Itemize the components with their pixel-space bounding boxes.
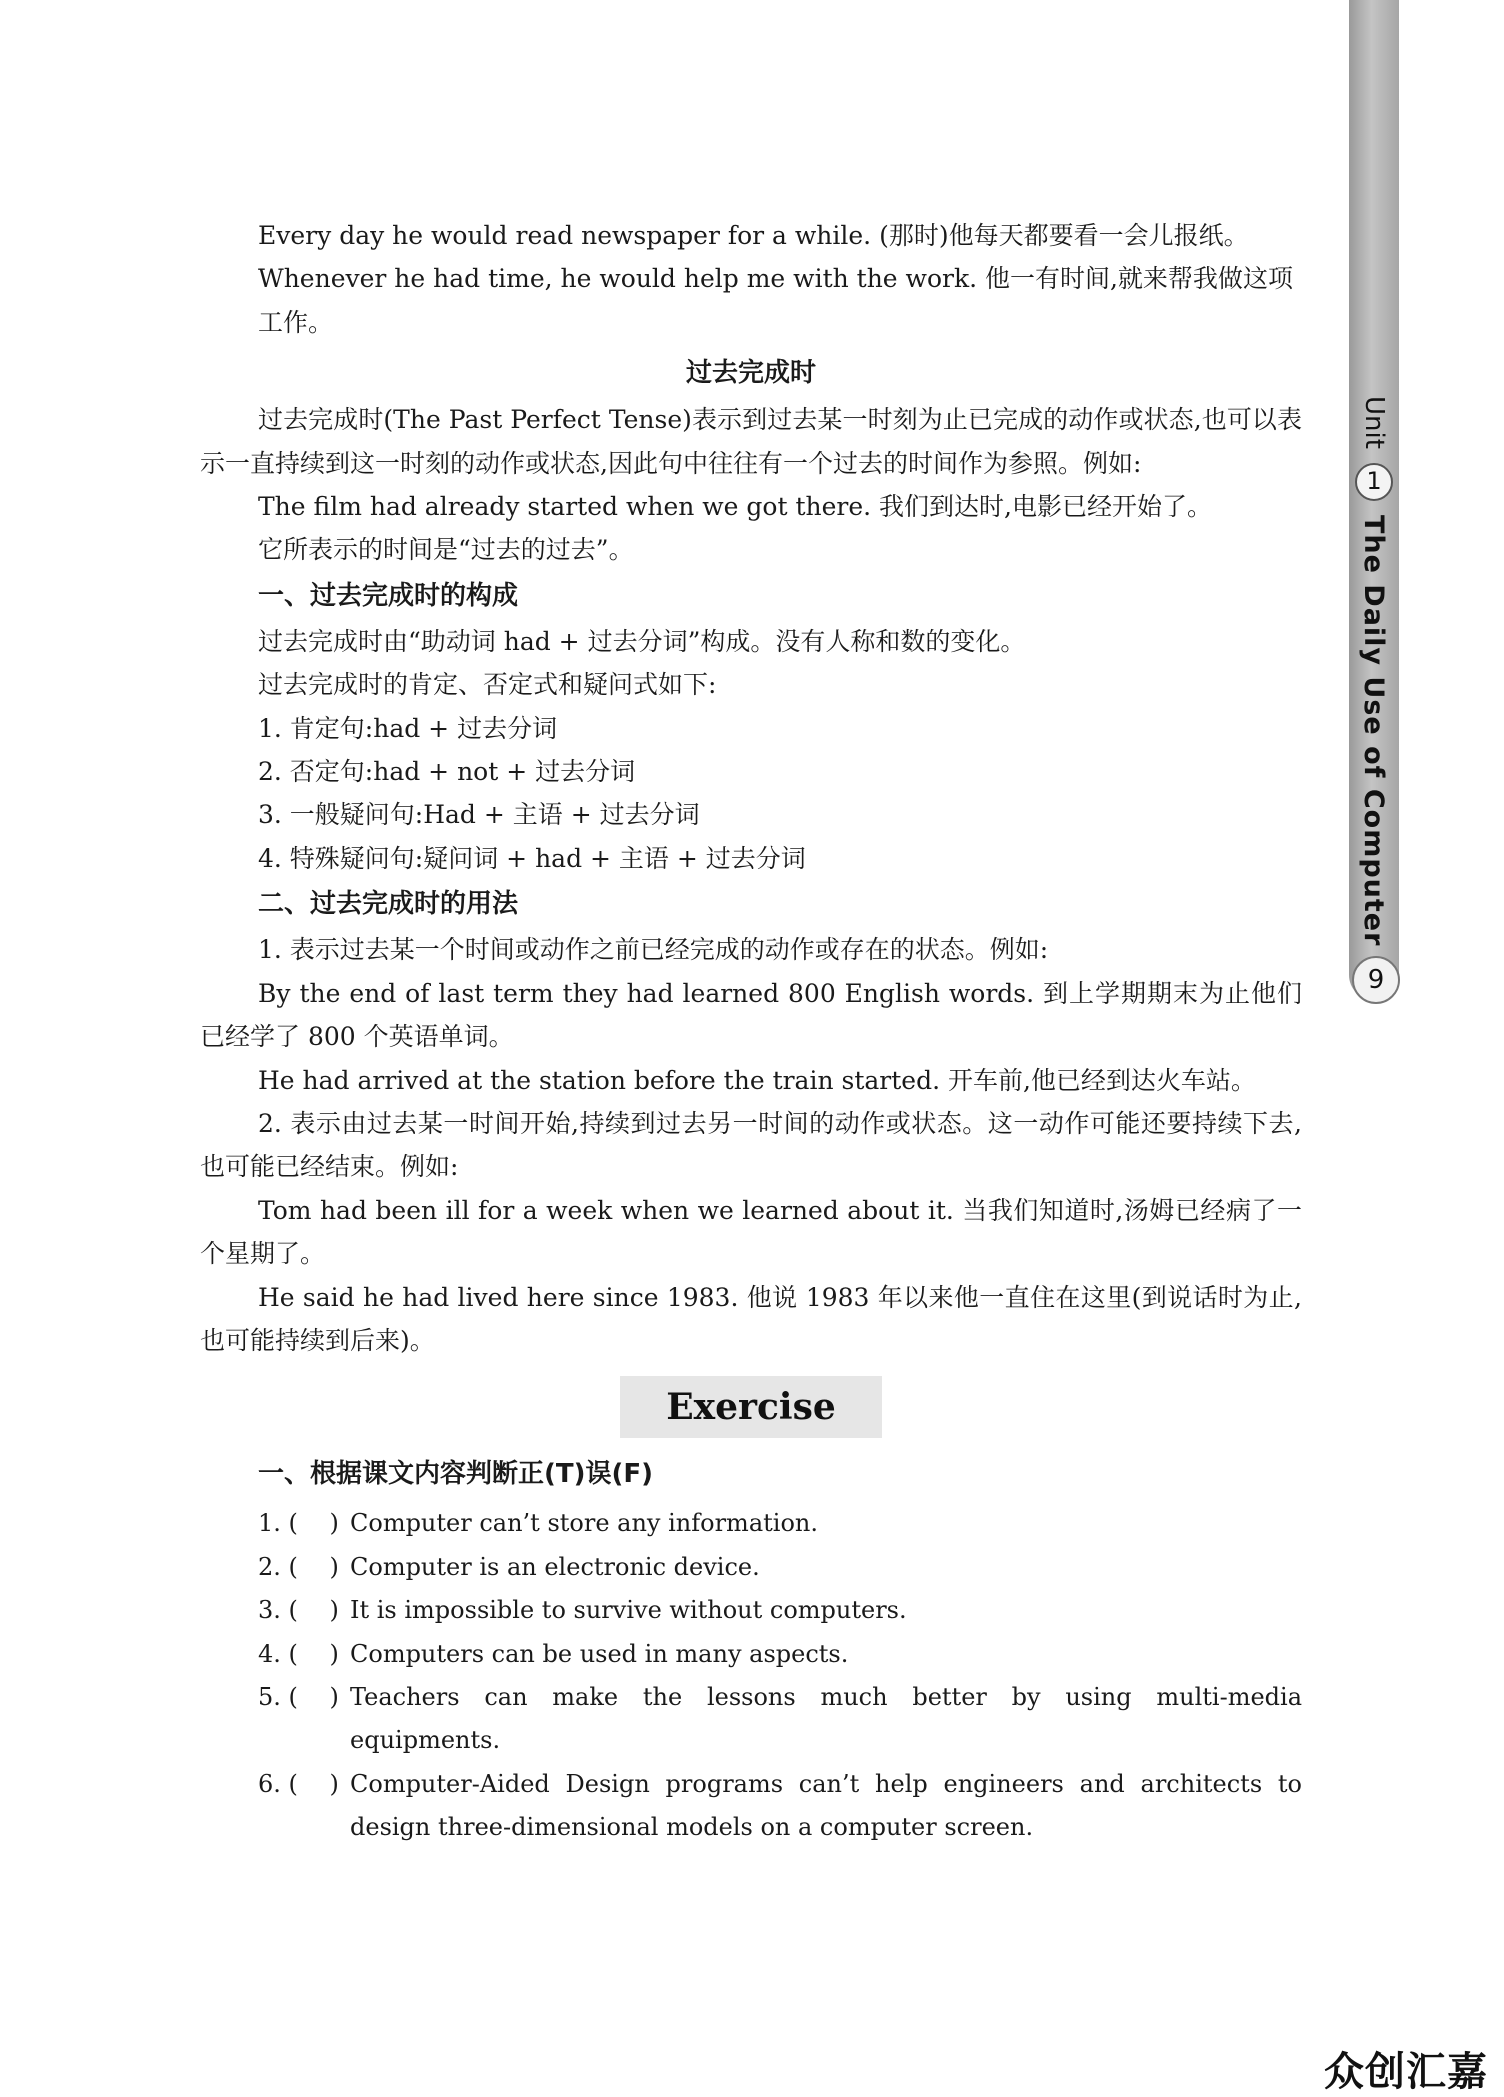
- exercise-item-number: 6. ( ): [258, 1769, 339, 1798]
- exercise-item-text: Computers can be used in many aspects.: [350, 1639, 849, 1668]
- body-line-1: Every day he would read newspaper for a while. (那时)他每天都要看一会儿报纸。: [258, 221, 1249, 250]
- exercise-item-number: 3. ( ): [258, 1596, 339, 1625]
- usage-2-example-2: He said he had lived here since 1983. 他说 1983 年以来他一直住在这里(到说话时为止,也可能持续到后来)。: [200, 1282, 1302, 1355]
- exercise-item: [200, 1502, 1302, 1545]
- exercise-item: [200, 1589, 1302, 1632]
- body-line-2: [200, 257, 1302, 344]
- forms-intro: 过去完成时的肯定、否定式和疑问式如下:: [258, 670, 717, 700]
- heading-composition: 一、过去完成时的构成: [258, 580, 519, 611]
- exercise-item-number: 1. ( ): [258, 1509, 339, 1538]
- exercise-item-number: 2. ( ): [258, 1552, 339, 1581]
- exercise-item: [200, 1633, 1302, 1676]
- exercise-item-text: Computer-Aided Design programs can’t help engineers and architects to design three-dimensional models on a computer screen.: [350, 1769, 1302, 1842]
- form-item: 4. 特殊疑问句:疑问词 + had + 主语 + 过去分词: [258, 843, 806, 873]
- usage-2-example-1: Tom had been ill for a week when we learned about it. 当我们知道时,汤姆已经病了一个星期了。: [200, 1195, 1302, 1269]
- section-title: 过去完成时: [685, 358, 816, 389]
- example-1: The film had already started when we got there. 我们到达时,电影已经开始了。: [258, 492, 1213, 522]
- note-line: 它所表示的时间是“过去的过去”。: [258, 535, 634, 565]
- unit-title: The Daily Use of Computer: [1358, 514, 1390, 947]
- form-item: 3. 一般疑问句:Had + 主语 + 过去分词: [258, 800, 700, 830]
- usage-2: 2. 表示由过去某一时间开始,持续到过去另一时间的动作或状态。这一动作可能还要持续下去,也可能已经结束。例如:: [200, 1108, 1302, 1182]
- heading-usage: 二、过去完成时的用法: [258, 889, 519, 920]
- page-content: [200, 214, 1302, 1850]
- form-item: 2. 否定句:had + not + 过去分词: [258, 757, 636, 787]
- body-line-2-text: Whenever he had time, he would help me with the work. 他一有时间,就来帮我做这项工作。: [258, 264, 1293, 337]
- exercise-title: Exercise: [620, 1376, 882, 1438]
- exercise-heading: 一、根据课文内容判断正(T)误(F): [258, 1459, 654, 1490]
- exercise-item-text: It is impossible to survive without computers.: [350, 1596, 907, 1625]
- exercise-item: [200, 1763, 1302, 1850]
- exercise-item-text: Computer is an electronic device.: [350, 1552, 760, 1581]
- exercise-item-text: Computer can’t store any information.: [350, 1509, 818, 1538]
- usage-1-example-1: By the end of last term they had learned 800 English words. 到上学期期末为止他们已经学了 800 个英语单词。: [200, 978, 1302, 1052]
- unit-word: Unit: [1359, 396, 1389, 449]
- unit-side-label: [1355, 396, 1393, 946]
- exercise-item-text: Teachers can make the lessons much better by using multi-media equipments.: [350, 1682, 1302, 1755]
- exercise-item-number: 5. ( ): [258, 1682, 339, 1711]
- exercise-item-number: 4. ( ): [258, 1639, 339, 1668]
- usage-1-example-2: He had arrived at the station before the train started. 开车前,他已经到达火车站。: [258, 1065, 1256, 1095]
- structure-line: 过去完成时由“助动词 had + 过去分词”构成。没有人称和数的变化。: [258, 626, 1026, 656]
- watermark-logo: 众创汇嘉: [1324, 2049, 1488, 2095]
- unit-number-badge: 1: [1355, 463, 1393, 501]
- intro-paragraph: 过去完成时(The Past Perfect Tense)表示到过去某一时刻为止已完成的动作或状态,也可以表示一直持续到这一时刻的动作或状态,因此句中往往有一个过去的时间作为参照。例如:: [200, 405, 1302, 478]
- exercise-item: [200, 1676, 1302, 1763]
- usage-1: 1. 表示过去某一个时间或动作之前已经完成的动作或存在的状态。例如:: [258, 935, 1049, 965]
- page-number: 9: [1352, 956, 1400, 1004]
- form-item: 1. 肯定句:had + 过去分词: [258, 713, 558, 743]
- exercise-item: [200, 1546, 1302, 1589]
